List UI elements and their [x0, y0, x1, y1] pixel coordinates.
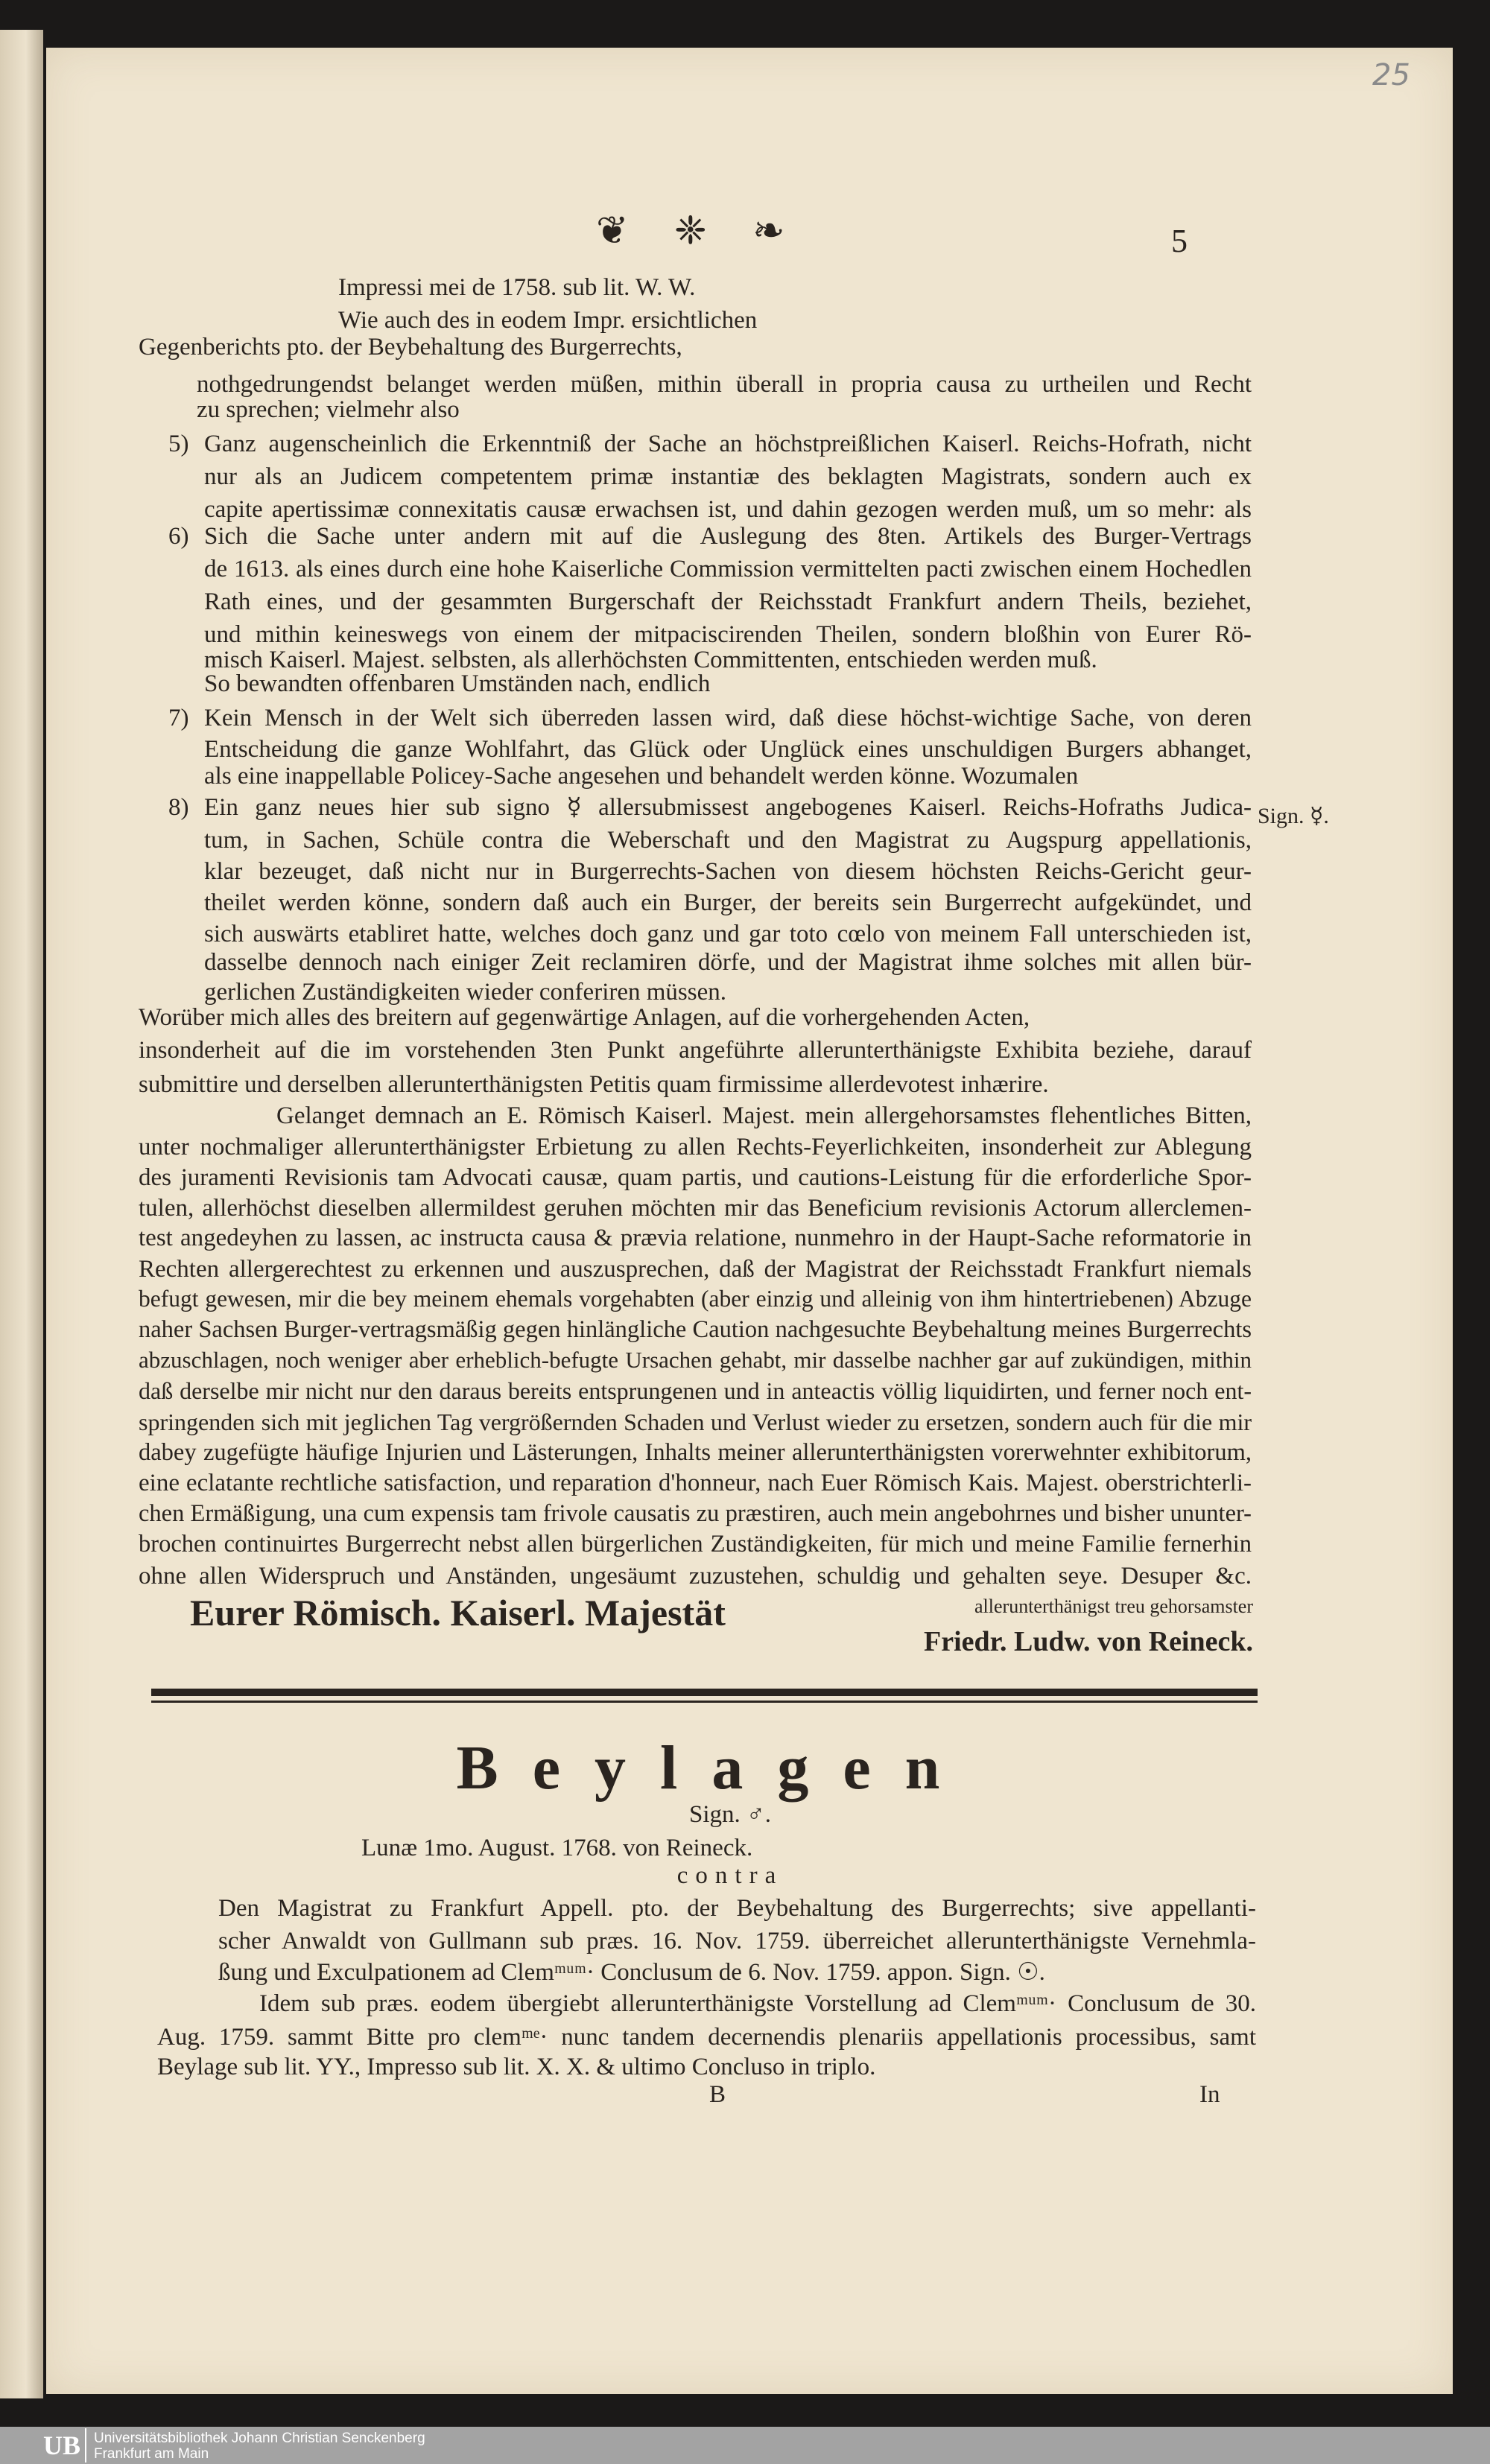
text-line: brochen continuirtes Burgerrecht nebst allen bürgerlichen Zuständigkeiten, für mich und meine Familie fernerhin [139, 1531, 1252, 1558]
ornament-center-icon: ❈ [674, 210, 707, 253]
text-line: de 1613. als eines durch eine hohe Kaiserliche Commission vermittelten pacti zwischen einem Hochedlen [204, 556, 1252, 582]
margin-note: Sign. ☿. [1258, 804, 1329, 828]
text-line: Wie auch des in eodem Impr. ersichtlichen [338, 307, 758, 334]
text-line: Worüber mich alles des breitern auf gegenwärtige Anlagen, auf die vorhergehenden Acten, [139, 1004, 1030, 1031]
signature: Friedr. Ludw. von Reineck. [924, 1626, 1253, 1657]
library-city: Frankfurt am Main [94, 2446, 209, 2462]
appendix-sign: Sign. ♂. [688, 1801, 772, 1828]
text-line: capite apertissimæ connexitatis causæ erwachsen ist, und dahin gezogen werden muß, um so mehr: als [204, 496, 1252, 523]
library-name: Universitätsbibliothek Johann Christian Senckenberg [94, 2430, 425, 2446]
text-line: theilet werden könne, sondern daß auch ein Burger, der bereits sein Burgerrecht aufgekündet, und [204, 889, 1252, 916]
text-line: chen Ermäßigung, una cum expensis tam frivole causatis zu præstiren, auch mein angebohrnes und bisher ununter- [139, 1500, 1252, 1527]
text-line: Ganz augenscheinlich die Erkenntniß der Sache an höchstpreißlichen Kaiserl. Reichs-Hofrath, nicht [204, 431, 1252, 457]
item-number: 6) [168, 523, 189, 550]
text-line: dasselbe dennoch nach einiger Zeit reclamiren dörfe, und der Magistrat ihme solches mit allen bür- [204, 949, 1252, 976]
handwritten-folio-number: 25 [1372, 58, 1410, 92]
text-line: Aug. 1759. sammt Bitte pro clemᵐᵉ· nunc tandem decernendis plenariis appellationis processibus, samt [157, 2024, 1256, 2051]
text-line: dabey zugefügte häufige Injurien und Lästerungen, Inhalts meiner allerunterthänigsten vorerwehnter exhibitorum, [139, 1439, 1252, 1466]
text-line: Sich die Sache unter andern mit auf die Auslegung des 8ten. Artikels des Burger-Vertrags [204, 523, 1252, 550]
text-line: tulen, allerhöchst dieselben allermildest geruhen möchten mir das Beneficium revisionis Actorum allerclemen- [139, 1195, 1252, 1222]
text-line: submittire und derselben allerunterthänigsten Petitis quam firmissime allerdevotest inhærire. [139, 1071, 1049, 1098]
divider-thick [151, 1689, 1258, 1696]
text-line: abzuschlagen, noch weniger aber erheblich-befugte Ursachen gehabt, mir dasselbe nachher gar auf zukündigen, mithin [139, 1347, 1252, 1373]
section-title: Beylagen [456, 1733, 974, 1803]
text-line: scher Anwaldt von Gullmann sub præs. 16. Nov. 1759. überreichet allerunterthänigste Vernehmla- [218, 1928, 1256, 1955]
catchword: In [1199, 2081, 1220, 2108]
signature-mark: B [709, 2081, 726, 2108]
text-line: zu sprechen; vielmehr also [197, 396, 460, 423]
divider-thin [151, 1701, 1258, 1703]
page-number: 5 [1171, 223, 1188, 259]
ornament-left-icon: ❦ [596, 210, 629, 253]
text-line: Beylage sub lit. YY., Impresso sub lit. X. X. & ultimo Concluso in triplo. [157, 2054, 876, 2080]
text-line: naher Sachsen Burger-vertragsmäßig gegen hinlängliche Caution nachgesuchte Beybehaltung meines Burgerrechts [139, 1316, 1252, 1343]
text-line: ßung und Exculpationem ad Clemᵐᵘᵐ· Conclusum de 6. Nov. 1759. appon. Sign. ☉. [218, 1959, 1045, 1986]
text-line: ohne allen Widerspruch und Anständen, ungesäumt zuzustehen, schuldig und gehalten seye. Desuper &c. [139, 1563, 1252, 1590]
library-logo: UB [3, 2428, 86, 2463]
text-line: eine eclatante rechtliche satisfaction, und reparation d'honneur, nach Euer Römisch Kais. Majest. oberstrichterli- [139, 1470, 1252, 1496]
text-line: befugt gewesen, mir die bey meinem ehemals vorgehabten (aber einzig und alleinig von ihm hintertriebenen) Abzuge [139, 1286, 1252, 1312]
text-line: Idem sub præs. eodem übergiebt allerunterthänigste Vorstellung ad Clemᵐᵘᵐ· Conclusum de 30. [259, 1990, 1256, 2017]
text-line: springenden sich mit jeglichen Tag vergrößernden Schaden und Verlust wieder zu ersetzen, sondern auch für die mir [139, 1409, 1252, 1435]
text-line: Gegenberichts pto. der Beybehaltung des Burgerrechts, [139, 334, 682, 361]
item-number: 8) [168, 794, 189, 821]
text-line: Impressi mei de 1758. sub lit. W. W. [338, 274, 696, 301]
text-line: des juramenti Revisionis tam Advocati causæ, quam partis, und cautions-Leistung für die erforderliche Spor- [139, 1164, 1252, 1191]
text-line: gerlichen Zuständigkeiten wieder conferiren müssen. [204, 979, 726, 1006]
text-line: So bewandten offenbaren Umständen nach, endlich [204, 670, 711, 697]
text-line: Kein Mensch in der Welt sich überreden lassen wird, daß diese höchst-wichtige Sache, von deren [204, 705, 1252, 731]
item-number: 5) [168, 431, 189, 457]
text-line: tum, in Sachen, Schüle contra die Weberschaft und den Magistrat zu Augspurg appellationis, [204, 827, 1252, 854]
text-line: Rath eines, und der gesammten Burgerschaft der Reichsstadt Frankfurt andern Theils, beziehet, [204, 588, 1252, 615]
text-line: test angedeyhen zu lassen, ac instructa causa & prævia relatione, nunmehro in der Haupt-Sache reformatorie in [139, 1225, 1252, 1251]
ornament-right-icon: ❧ [752, 210, 785, 253]
closing-subscript: allerunterthänigst treu gehorsamster [974, 1595, 1253, 1617]
contra-label: contra [676, 1862, 784, 1889]
text-line: Entscheidung die ganze Wohlfahrt, das Glück oder Unglück eines unschuldigen Burgers abhanget, [204, 736, 1252, 763]
text-line: daß derselbe mir nicht nur den daraus bereits entsprungenen und in anteactis völlig liquidirten, und ferner noch ent- [139, 1377, 1252, 1404]
text-line: als eine inappellable Policey-Sache angesehen und behandelt werden könne. Wozumalen [204, 763, 1079, 790]
appendix-date: Lunæ 1mo. August. 1768. von Reineck. [361, 1835, 753, 1861]
text-line: Den Magistrat zu Frankfurt Appell. pto. der Beybehaltung des Burgerrechts; sive appellanti- [218, 1895, 1256, 1922]
closing-address: Eurer Römisch. Kaiserl. Majestät [190, 1592, 726, 1633]
text-line: Rechten allergerechtest zu erkennen und auszusprechen, daß der Magistrat der Reichsstadt Frankfurt niemals [139, 1256, 1252, 1283]
text-line: misch Kaiserl. Majest. selbsten, als allerhöchsten Committenten, entschieden werden muß. [204, 647, 1097, 673]
text-line: insonderheit auf die im vorstehenden 3ten Punkt angeführte allerunterthänigste Exhibita beziehe, darauf [139, 1037, 1252, 1064]
text-line: und mithin keineswegs von einem der mitpaciscirenden Theilen, sondern bloßhin von Eurer Rö- [204, 621, 1252, 648]
adjacent-page-edge [0, 30, 43, 2398]
text-line: Ein ganz neues hier sub signo ☿ allersubmissest angebogenes Kaiserl. Reichs-Hofraths Judica- [204, 794, 1252, 821]
text-line: nothgedrungendst belanget werden müßen, mithin überall in propria causa zu urtheilen und Recht [197, 371, 1252, 398]
text-line: unter nochmaliger allerunterthänigster Erbietung zu allen Rechts-Feyerlichkeiten, insonderheit zur Ablegung [139, 1134, 1252, 1160]
item-number: 7) [168, 705, 189, 731]
text-line: nur als an Judicem competentem primæ instantiæ des beklagten Magistrats, sondern auch ex [204, 463, 1252, 490]
text-line: klar bezeuget, daß nicht nur in Burgerrechts-Sachen von diesem höchsten Reichs-Gericht geur- [204, 858, 1252, 885]
text-line: sich auswärts etabliret hatte, welches doch ganz und gar toto cœlo von meinem Fall unterschieden ist, [204, 921, 1252, 947]
text-line: Gelanget demnach an E. Römisch Kaiserl. Majest. mein allergehorsamstes flehentliches Bitten, [276, 1102, 1252, 1129]
